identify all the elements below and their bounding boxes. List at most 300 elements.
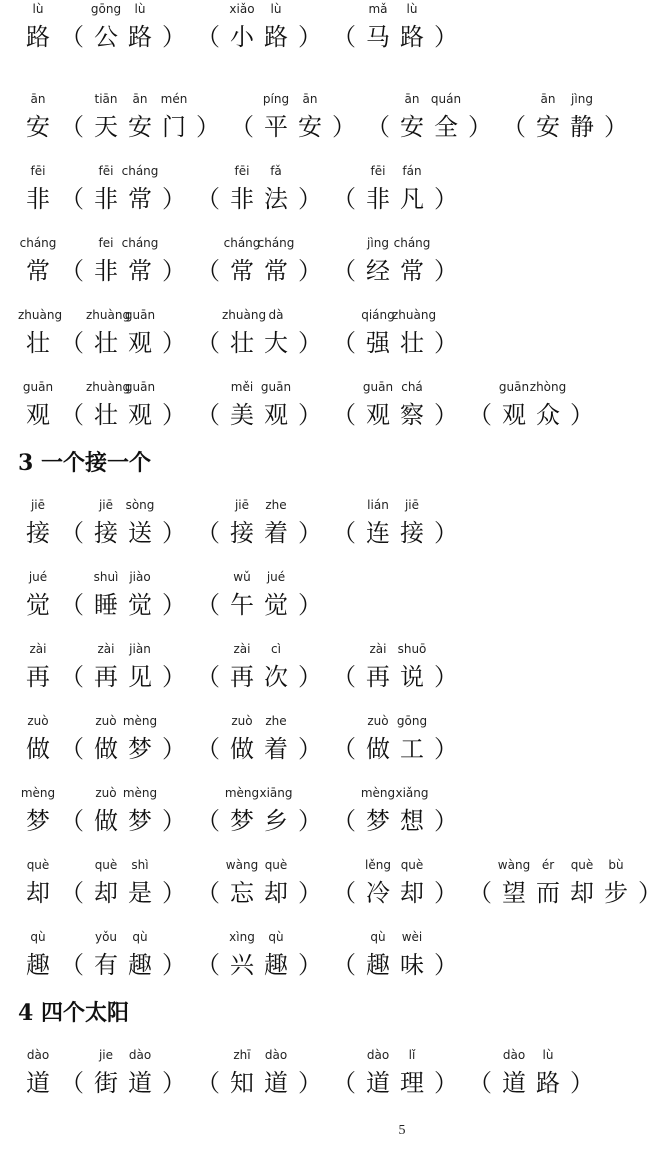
hanzi: 梦	[26, 807, 50, 835]
hanzi: ）	[434, 185, 458, 213]
hanzi: 街	[94, 1069, 118, 1097]
hanzi: （	[196, 879, 220, 907]
hanzi: （	[60, 401, 84, 429]
hanzi: 冷	[366, 879, 390, 907]
pinyin: zhe	[265, 714, 287, 728]
pinyin: zhuàng	[86, 380, 131, 394]
hanzi: ）	[196, 113, 220, 141]
hanzi: 午	[230, 591, 254, 619]
pinyin	[426, 928, 466, 946]
char-cell	[426, 496, 466, 552]
hanzi: ）	[434, 329, 458, 357]
hanzi: 做	[366, 735, 390, 763]
pinyin: zài	[233, 642, 251, 656]
pinyin: lù	[32, 2, 44, 16]
pinyin: mèng	[122, 786, 158, 800]
hanzi: ）	[298, 257, 322, 285]
char-cell	[290, 568, 330, 624]
hanzi: 趣	[264, 951, 288, 979]
hanzi: （	[60, 113, 84, 141]
hanzi: ）	[162, 185, 186, 213]
pinyin: jiào	[129, 570, 151, 584]
char-cell	[562, 1046, 602, 1102]
pinyin: jiē	[30, 498, 46, 512]
hanzi: 路	[26, 23, 50, 51]
hanzi: 马	[366, 23, 390, 51]
hanzi: 梦	[128, 735, 152, 763]
pinyin: lù	[134, 2, 146, 16]
hanzi: 静	[570, 113, 594, 141]
pinyin: mèng	[224, 786, 260, 800]
pinyin: mèng	[20, 786, 56, 800]
hanzi: ）	[604, 113, 628, 141]
hanzi: （	[332, 257, 356, 285]
hanzi: 理	[400, 1069, 424, 1097]
hanzi: 梦	[230, 807, 254, 835]
hanzi: ）	[298, 1069, 322, 1097]
hanzi: 趣	[26, 951, 50, 979]
pinyin: mǎ	[368, 2, 388, 16]
pinyin	[562, 1046, 602, 1064]
hanzi: （	[60, 23, 84, 51]
hanzi: 道	[128, 1069, 152, 1097]
hanzi: 公	[94, 23, 118, 51]
hanzi: 做	[94, 735, 118, 763]
pinyin: mèng	[360, 786, 396, 800]
pinyin	[426, 640, 466, 658]
pinyin: ér	[541, 858, 555, 872]
hanzi: ）	[162, 23, 186, 51]
hanzi: （	[332, 329, 356, 357]
hanzi: （	[468, 1069, 492, 1097]
hanzi: 忘	[230, 879, 254, 907]
pinyin	[426, 0, 466, 18]
hanzi: 壮	[400, 329, 424, 357]
pinyin: zuò	[367, 714, 389, 728]
pinyin: ān	[540, 92, 556, 106]
hanzi: 着	[264, 519, 288, 547]
hanzi: 常	[128, 257, 152, 285]
hanzi: 观	[26, 401, 50, 429]
pinyin: jìng	[571, 92, 593, 106]
hanzi: 路	[128, 23, 152, 51]
hanzi: （	[332, 23, 356, 51]
hanzi: 再	[94, 663, 118, 691]
pinyin: ān	[30, 92, 46, 106]
hanzi: 觉	[26, 591, 50, 619]
pinyin: dào	[264, 1048, 288, 1062]
char-cell	[426, 928, 466, 984]
hanzi: 安	[128, 113, 152, 141]
hanzi: ）	[298, 735, 322, 763]
hanzi: ）	[434, 23, 458, 51]
hanzi: 兴	[230, 951, 254, 979]
pinyin: guān	[498, 380, 530, 394]
hanzi: ）	[298, 879, 322, 907]
hanzi: 工	[400, 735, 424, 763]
pinyin	[290, 568, 330, 586]
hanzi: 门	[162, 113, 186, 141]
hanzi: 路	[400, 23, 424, 51]
hanzi: 做	[230, 735, 254, 763]
hanzi: ）	[434, 807, 458, 835]
hanzi: 送	[128, 519, 152, 547]
pinyin: jiàn	[129, 642, 151, 656]
hanzi: 接	[230, 519, 254, 547]
pinyin: shuō	[397, 642, 427, 656]
hanzi: 安	[536, 113, 560, 141]
pinyin: dào	[366, 1048, 390, 1062]
hanzi: 安	[298, 113, 322, 141]
hanzi: 众	[536, 401, 560, 429]
pinyin: cháng	[121, 164, 159, 178]
hanzi: ）	[434, 1069, 458, 1097]
hanzi: 壮	[230, 329, 254, 357]
hanzi: ）	[298, 401, 322, 429]
hanzi: 小	[230, 23, 254, 51]
hanzi: ）	[434, 257, 458, 285]
hanzi: 再	[230, 663, 254, 691]
hanzi: ）	[162, 879, 186, 907]
hanzi: 味	[400, 951, 424, 979]
pinyin: cháng	[223, 236, 261, 250]
char-cell	[630, 856, 670, 912]
hanzi: （	[60, 185, 84, 213]
pinyin: guān	[260, 380, 292, 394]
hanzi: 知	[230, 1069, 254, 1097]
hanzi: 天	[94, 113, 118, 141]
pinyin: wèi	[401, 930, 423, 944]
hanzi: ）	[162, 1069, 186, 1097]
hanzi: ）	[298, 951, 322, 979]
pinyin	[426, 162, 466, 180]
pinyin: fei	[98, 236, 114, 250]
hanzi: （	[468, 879, 492, 907]
hanzi: （	[196, 735, 220, 763]
hanzi: （	[196, 519, 220, 547]
hanzi: 再	[26, 663, 50, 691]
hanzi: （	[196, 257, 220, 285]
hanzi: 观	[264, 401, 288, 429]
hanzi: ）	[162, 951, 186, 979]
pinyin: jìng	[367, 236, 389, 250]
hanzi: （	[332, 807, 356, 835]
pinyin: jué	[266, 570, 286, 584]
hanzi: 非	[230, 185, 254, 213]
section-heading-3: 3 一个接一个	[18, 450, 151, 476]
hanzi: 常	[26, 257, 50, 285]
pinyin: fēi	[30, 164, 46, 178]
hanzi: （	[366, 113, 390, 141]
hanzi: ）	[298, 185, 322, 213]
hanzi: ）	[162, 519, 186, 547]
pinyin	[426, 234, 466, 252]
hanzi: ）	[298, 519, 322, 547]
hanzi: （	[230, 113, 254, 141]
pinyin: mèng	[122, 714, 158, 728]
pinyin: xìng	[229, 930, 255, 944]
char-cell	[426, 234, 466, 290]
pinyin: xiāng	[259, 786, 293, 800]
hanzi: 望	[502, 879, 526, 907]
hanzi: ）	[332, 113, 356, 141]
hanzi: 强	[366, 329, 390, 357]
hanzi: ）	[434, 401, 458, 429]
pinyin: què	[264, 858, 288, 872]
pinyin: zhī	[233, 1048, 251, 1062]
hanzi: （	[196, 401, 220, 429]
pinyin: zhuàng	[18, 308, 63, 322]
pinyin: xiǎo	[229, 2, 255, 16]
hanzi: 睡	[94, 591, 118, 619]
pinyin: quán	[430, 92, 462, 106]
hanzi: （	[196, 951, 220, 979]
hanzi: ）	[468, 113, 492, 141]
hanzi: 接	[400, 519, 424, 547]
hanzi: （	[60, 519, 84, 547]
hanzi: 路	[264, 23, 288, 51]
pinyin: jué	[28, 570, 48, 584]
hanzi: 乡	[264, 807, 288, 835]
pinyin: cháng	[393, 236, 431, 250]
pinyin	[426, 712, 466, 730]
hanzi: 法	[264, 185, 288, 213]
hanzi: 是	[128, 879, 152, 907]
hanzi: 观	[502, 401, 526, 429]
hanzi: ）	[434, 519, 458, 547]
pinyin: zhe	[265, 498, 287, 512]
section-heading-4: 4 四个太阳	[18, 1000, 129, 1026]
pinyin: cháng	[19, 236, 57, 250]
hanzi: 着	[264, 735, 288, 763]
hanzi: ）	[162, 591, 186, 619]
hanzi: （	[332, 519, 356, 547]
hanzi: （	[60, 879, 84, 907]
hanzi: 有	[94, 951, 118, 979]
hanzi: 壮	[94, 401, 118, 429]
hanzi: 却	[570, 879, 594, 907]
pinyin: chá	[401, 380, 423, 394]
pinyin	[426, 306, 466, 324]
hanzi: （	[60, 735, 84, 763]
pinyin	[596, 90, 636, 108]
pinyin: què	[26, 858, 50, 872]
hanzi: 凡	[400, 185, 424, 213]
hanzi: 非	[94, 257, 118, 285]
pinyin: zài	[97, 642, 115, 656]
hanzi: （	[196, 1069, 220, 1097]
hanzi: （	[60, 807, 84, 835]
hanzi: 接	[94, 519, 118, 547]
hanzi: ）	[298, 807, 322, 835]
pinyin: ān	[302, 92, 318, 106]
hanzi: （	[60, 257, 84, 285]
hanzi: （	[332, 185, 356, 213]
hanzi: ）	[162, 735, 186, 763]
pinyin: fǎ	[270, 164, 282, 178]
char-cell	[562, 378, 602, 434]
hanzi: （	[60, 663, 84, 691]
char-cell	[426, 784, 466, 840]
page-number: 5	[398, 1123, 406, 1138]
char-cell	[426, 0, 466, 56]
hanzi: ）	[162, 257, 186, 285]
pinyin: qù	[132, 930, 148, 944]
pinyin: lù	[270, 2, 282, 16]
hanzi: （	[332, 735, 356, 763]
pinyin: xiǎng	[395, 786, 429, 800]
hanzi: ）	[298, 591, 322, 619]
hanzi: 梦	[366, 807, 390, 835]
hanzi: 却	[400, 879, 424, 907]
pinyin: qù	[30, 930, 46, 944]
hanzi: ）	[298, 663, 322, 691]
hanzi: （	[196, 807, 220, 835]
hanzi: 做	[94, 807, 118, 835]
hanzi: 道	[502, 1069, 526, 1097]
pinyin: wǔ	[233, 570, 251, 584]
pinyin: lián	[367, 498, 389, 512]
pinyin: jiē	[404, 498, 420, 512]
pinyin: jiē	[98, 498, 114, 512]
char-cell	[426, 640, 466, 696]
hanzi: 观	[366, 401, 390, 429]
hanzi: 常	[230, 257, 254, 285]
pinyin: zuò	[95, 714, 117, 728]
hanzi: 接	[26, 519, 50, 547]
hanzi: （	[332, 879, 356, 907]
hanzi: 趣	[366, 951, 390, 979]
hanzi: 全	[434, 113, 458, 141]
hanzi: 想	[400, 807, 424, 835]
hanzi: （	[332, 951, 356, 979]
pinyin: fēi	[234, 164, 250, 178]
pinyin: cháng	[257, 236, 295, 250]
hanzi: 安	[400, 113, 424, 141]
char-cell	[426, 162, 466, 218]
pinyin: zhòng	[529, 380, 567, 394]
pinyin: guān	[124, 380, 156, 394]
hanzi: ）	[298, 329, 322, 357]
hanzi: 大	[264, 329, 288, 357]
pinyin: shì	[131, 858, 149, 872]
pinyin: tiān	[94, 92, 118, 106]
hanzi: （	[468, 401, 492, 429]
pinyin: guān	[124, 308, 156, 322]
hanzi: 道	[264, 1069, 288, 1097]
pinyin: lěng	[365, 858, 391, 872]
pinyin: cháng	[121, 236, 159, 250]
hanzi: 察	[400, 401, 424, 429]
hanzi: 壮	[26, 329, 50, 357]
hanzi: 说	[400, 663, 424, 691]
hanzi: （	[196, 591, 220, 619]
hanzi: 而	[536, 879, 560, 907]
pinyin: fēi	[98, 164, 114, 178]
pinyin: dào	[502, 1048, 526, 1062]
hanzi: ）	[638, 879, 662, 907]
pinyin: zhuàng	[392, 308, 437, 322]
hanzi: 再	[366, 663, 390, 691]
hanzi: 常	[128, 185, 152, 213]
pinyin: gōng	[90, 2, 122, 16]
hanzi: 却	[26, 879, 50, 907]
pinyin: zuò	[27, 714, 49, 728]
hanzi: 梦	[128, 807, 152, 835]
hanzi: （	[332, 1069, 356, 1097]
pinyin: guān	[22, 380, 54, 394]
pinyin: qù	[268, 930, 284, 944]
hanzi: 觉	[264, 591, 288, 619]
pinyin: yǒu	[94, 930, 118, 944]
hanzi: ）	[570, 401, 594, 429]
pinyin: lù	[406, 2, 418, 16]
hanzi: 观	[128, 329, 152, 357]
hanzi: 步	[604, 879, 628, 907]
hanzi: 路	[536, 1069, 560, 1097]
pinyin: dà	[268, 308, 284, 322]
pinyin: qiáng	[361, 308, 395, 322]
hanzi: 非	[366, 185, 390, 213]
pinyin: dào	[26, 1048, 50, 1062]
hanzi: 道	[366, 1069, 390, 1097]
pinyin: zài	[369, 642, 387, 656]
pinyin: què	[570, 858, 594, 872]
hanzi: ）	[162, 329, 186, 357]
pinyin: lǐ	[408, 1048, 416, 1062]
pinyin: zuò	[231, 714, 253, 728]
pinyin: què	[94, 858, 118, 872]
hanzi: ）	[162, 401, 186, 429]
pinyin: píng	[262, 92, 290, 106]
hanzi: 安	[26, 113, 50, 141]
hanzi: 趣	[128, 951, 152, 979]
pinyin: zài	[29, 642, 47, 656]
pinyin: gōng	[396, 714, 428, 728]
pinyin: què	[400, 858, 424, 872]
hanzi: ）	[434, 663, 458, 691]
char-cell	[426, 712, 466, 768]
hanzi: 连	[366, 519, 390, 547]
pinyin: wàng	[497, 858, 531, 872]
hanzi: 做	[26, 735, 50, 763]
pinyin: dào	[128, 1048, 152, 1062]
pinyin: wàng	[225, 858, 259, 872]
hanzi: ）	[434, 735, 458, 763]
pinyin: lù	[542, 1048, 554, 1062]
pinyin: ān	[132, 92, 148, 106]
hanzi: 经	[366, 257, 390, 285]
hanzi: 非	[94, 185, 118, 213]
hanzi: 非	[26, 185, 50, 213]
hanzi: 却	[94, 879, 118, 907]
hanzi: （	[196, 329, 220, 357]
hanzi: 美	[230, 401, 254, 429]
hanzi: （	[196, 663, 220, 691]
hanzi: （	[196, 185, 220, 213]
pinyin: bù	[608, 858, 624, 872]
hanzi: 道	[26, 1069, 50, 1097]
hanzi: ）	[162, 807, 186, 835]
pinyin: qù	[370, 930, 386, 944]
pinyin: ān	[404, 92, 420, 106]
hanzi: 觉	[128, 591, 152, 619]
pinyin: fán	[402, 164, 422, 178]
pinyin: měi	[230, 380, 254, 394]
pinyin	[426, 784, 466, 802]
char-cell	[596, 90, 636, 146]
pinyin	[562, 378, 602, 396]
